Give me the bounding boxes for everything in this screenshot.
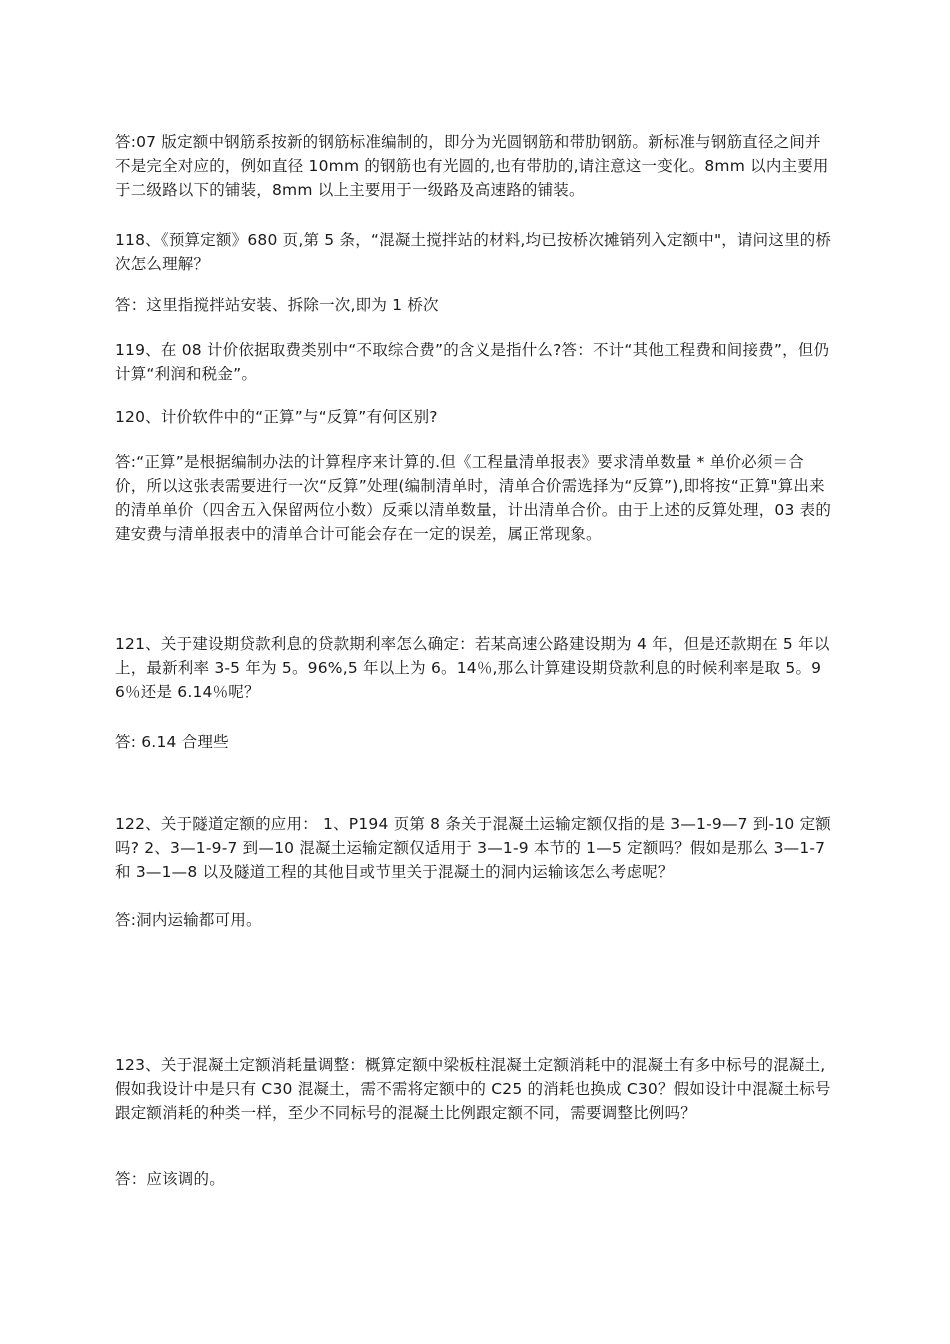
question-paragraph-121: 121、关于建设期贷款利息的贷款期利率怎么确定：若某高速公路建设期为 4 年，但是还款期在 5 年以上，最新利率 3-5 年为 5。96%,5 年以上为 6。14％,那么计算建设期贷款利息的时候利率是取 5。96％还是 6.14％呢？	[115, 635, 830, 701]
question-paragraph-122: 122、关于隧道定额的应用： 1、P194 页第 8 条关于混凝土运输定额仅指的是 3—1-9—7 到-10 定额吗? 2、3—1-9-7 到—10 混凝土运输定额仅适用于 3—1-9 本节的 1—5 定额吗？假如是那么 3—1-7 和 3—1—8 以及隧道工程的其他目或节里关于混凝土的洞内运输该怎么考虑呢？	[115, 815, 831, 881]
answer-paragraph-123: 答：应该调的。	[115, 1170, 225, 1188]
answer-paragraph-118: 答：这里指搅拌站安装、拆除一次,即为 1 桥次	[115, 296, 439, 314]
question-paragraph-123: 123、关于混凝土定额消耗量调整：概算定额中梁板柱混凝土定额消耗中的混凝土有多中标号的混凝土,假如我设计中是只有 C30 混凝土，需不需将定额中的 C25 的消耗也换成 C30？假如设计中混凝土标号跟定额消耗的种类一样，至少不同标号的混凝土比例跟定额不同，需要调整比例吗？	[115, 1056, 831, 1122]
answer-paragraph-120: 答:“正算”是根据编制办法的计算程序来计算的.但《工程量清单报表》要求清单数量 * 单价必须＝合价，所以这张表需要进行一次“反算”处理(编制清单时，清单合价需选择为“反算”),即将按“正算"算出来的清单单价（四舍五入保留两位小数）反乘以清单数量，计出清单合价。由于上述的反算处理，03 表的建安费与清单报表中的清单合计可能会存在一定的误差，属正常现象。	[115, 453, 832, 543]
question-paragraph-118: 118、《预算定额》680 页,第 5 条，“混凝土搅拌站的材料,均已按桥次摊销列入定额中"，请问这里的桥次怎么理解？	[115, 231, 832, 273]
question-paragraph-120: 120、计价软件中的“正算”与“反算”有何区别?	[115, 408, 438, 426]
answer-paragraph: 答:07 版定额中钢筋系按新的钢筋标准编制的，即分为光圆钢筋和带肋钢筋。新标准与钢筋直径之间并不是完全对应的，例如直径 10mm 的钢筋也有光圆的,也有带肋的,请注意这一变化。8mm 以内主要用于二级路以下的铺装，8mm 以上主要用于一级路及高速路的铺装。	[115, 133, 829, 199]
answer-paragraph-121: 答: 6.14 合理些	[115, 733, 229, 751]
answer-paragraph-122: 答:洞内运输都可用。	[115, 911, 262, 929]
question-paragraph-119: 119、在 08 计价依据取费类别中“不取综合费”的含义是指什么?答：不计“其他工程费和间接费”，但仍计算“利润和税金”。	[115, 341, 830, 383]
